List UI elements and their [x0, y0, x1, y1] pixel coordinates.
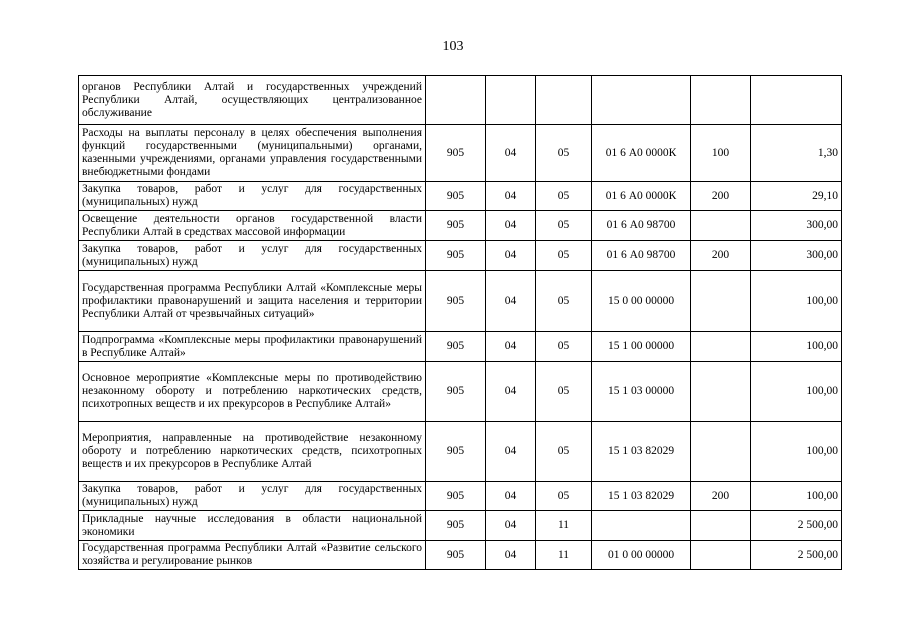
- amount: 100,00: [751, 422, 842, 482]
- section-code: 04: [486, 125, 536, 182]
- admin-code: 905: [426, 332, 486, 362]
- amount: 100,00: [751, 482, 842, 511]
- section-code: 04: [486, 211, 536, 241]
- target-code: 01 0 00 00000: [592, 541, 691, 570]
- target-code: 01 6 А0 0000К: [592, 182, 691, 211]
- section-code: 04: [486, 271, 536, 332]
- section-code: 04: [486, 362, 536, 422]
- expense-type-code: [691, 271, 751, 332]
- target-code: 15 1 03 82029: [592, 422, 691, 482]
- expense-type-code: [691, 332, 751, 362]
- section-code: [486, 76, 536, 125]
- amount: 2 500,00: [751, 511, 842, 541]
- target-code: 15 1 03 82029: [592, 482, 691, 511]
- expense-type-code: 200: [691, 182, 751, 211]
- target-code: 15 0 00 00000: [592, 271, 691, 332]
- row-name: Освещение деятельности органов государственной власти Республики Алтай в средствах массовой информации: [79, 211, 426, 241]
- amount: 100,00: [751, 332, 842, 362]
- table-row: [79, 511, 842, 541]
- admin-code: 905: [426, 125, 486, 182]
- row-name: Основное мероприятие «Комплексные меры по противодействию незаконному обороту и потреблению наркотических средств, психотропных веществ и их прекурсоров в Республике Алтай»: [79, 362, 426, 422]
- row-name: Закупка товаров, работ и услуг для государственных (муниципальных) нужд: [79, 241, 426, 271]
- amount: 300,00: [751, 241, 842, 271]
- table-row: [79, 125, 842, 182]
- target-code: 01 6 А0 98700: [592, 241, 691, 271]
- subsection-code: 05: [536, 211, 592, 241]
- admin-code: 905: [426, 511, 486, 541]
- subsection-code: 05: [536, 241, 592, 271]
- subsection-code: 05: [536, 482, 592, 511]
- target-code: 01 6 А0 98700: [592, 211, 691, 241]
- table-row: [79, 422, 842, 482]
- page-number: 103: [442, 39, 464, 54]
- subsection-code: 05: [536, 332, 592, 362]
- amount: 29,10: [751, 182, 842, 211]
- subsection-code: 05: [536, 362, 592, 422]
- expense-type-code: 100: [691, 125, 751, 182]
- row-name: Государственная программа Республики Алтай «Развитие сельского хозяйства и регулирование рынков: [79, 541, 426, 570]
- amount: 100,00: [751, 271, 842, 332]
- expense-type-code: [691, 541, 751, 570]
- amount: 100,00: [751, 362, 842, 422]
- section-code: 04: [486, 332, 536, 362]
- expense-type-code: [691, 211, 751, 241]
- row-name: Расходы на выплаты персоналу в целях обеспечения выполнения функций государственными (муниципальными) органами, казенными учреждениями, органами управления государственными внебюджетными фондами: [79, 125, 426, 182]
- row-name: Мероприятия, направленные на противодействие незаконному обороту и потреблению наркотических средств, психотропных веществ и их прекурсоров в Республике Алтай: [79, 422, 426, 482]
- row-name: органов Республики Алтай и государственных учреждений Республики Алтай, осуществляющих централизованное обслуживание: [79, 76, 426, 125]
- row-name: Закупка товаров, работ и услуг для государственных (муниципальных) нужд: [79, 482, 426, 511]
- admin-code: 905: [426, 271, 486, 332]
- section-code: 04: [486, 422, 536, 482]
- amount: 300,00: [751, 211, 842, 241]
- amount: 2 500,00: [751, 541, 842, 570]
- subsection-code: 11: [536, 541, 592, 570]
- admin-code: 905: [426, 422, 486, 482]
- subsection-code: [536, 76, 592, 125]
- target-code: 15 1 00 00000: [592, 332, 691, 362]
- table-body: [79, 76, 842, 570]
- expense-type-code: 200: [691, 482, 751, 511]
- amount: 1,30: [751, 125, 842, 182]
- section-code: 04: [486, 482, 536, 511]
- admin-code: 905: [426, 182, 486, 211]
- admin-code: 905: [426, 362, 486, 422]
- subsection-code: 05: [536, 182, 592, 211]
- table-row: [79, 76, 842, 125]
- row-name: Закупка товаров, работ и услуг для государственных (муниципальных) нужд: [79, 182, 426, 211]
- admin-code: [426, 76, 486, 125]
- section-code: 04: [486, 541, 536, 570]
- table-row: [79, 271, 842, 332]
- admin-code: 905: [426, 241, 486, 271]
- expense-type-code: [691, 76, 751, 125]
- subsection-code: 05: [536, 271, 592, 332]
- table-row: [79, 241, 842, 271]
- admin-code: 905: [426, 482, 486, 511]
- section-code: 04: [486, 182, 536, 211]
- subsection-code: 05: [536, 422, 592, 482]
- subsection-code: 05: [536, 125, 592, 182]
- table-row: [79, 541, 842, 570]
- table-row: [79, 482, 842, 511]
- admin-code: 905: [426, 211, 486, 241]
- target-code: 15 1 03 00000: [592, 362, 691, 422]
- row-name: Государственная программа Республики Алтай «Комплексные меры профилактики правонарушений и защита населения и территории Республики Алтай от чрезвычайных ситуаций»: [79, 271, 426, 332]
- target-code: [592, 511, 691, 541]
- admin-code: 905: [426, 541, 486, 570]
- expense-type-code: [691, 362, 751, 422]
- expense-type-code: [691, 511, 751, 541]
- table-row: [79, 332, 842, 362]
- target-code: 01 6 А0 0000К: [592, 125, 691, 182]
- amount: [751, 76, 842, 125]
- section-code: 04: [486, 241, 536, 271]
- budget-table: [78, 75, 842, 570]
- table-row: [79, 362, 842, 422]
- expense-type-code: [691, 422, 751, 482]
- section-code: 04: [486, 511, 536, 541]
- target-code: [592, 76, 691, 125]
- table-row: [79, 211, 842, 241]
- subsection-code: 11: [536, 511, 592, 541]
- expense-type-code: 200: [691, 241, 751, 271]
- table-row: [79, 182, 842, 211]
- row-name: Прикладные научные исследования в области национальной экономики: [79, 511, 426, 541]
- row-name: Подпрограмма «Комплексные меры профилактики правонарушений в Республике Алтай»: [79, 332, 426, 362]
